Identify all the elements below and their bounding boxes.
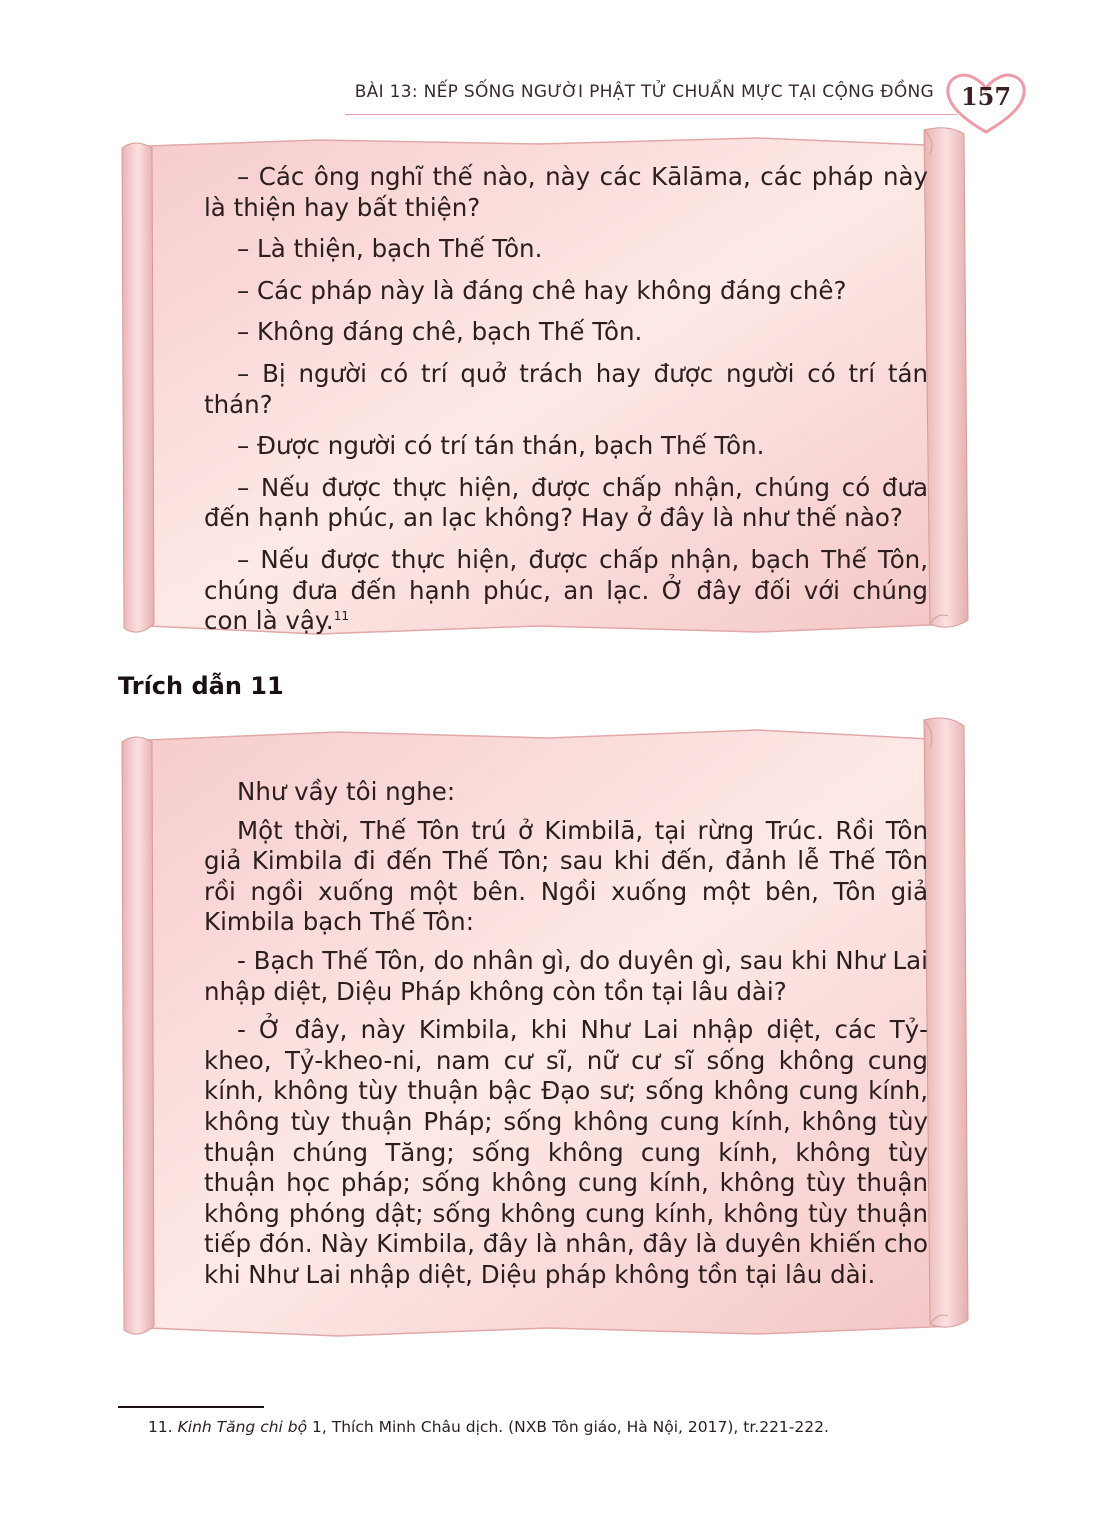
page-header [0, 70, 1106, 130]
paragraph: – Các ông nghĩ thế nào, này các Kālāma, các pháp này là thiện hay bất thiện? [204, 162, 928, 222]
quote-text-2 [204, 777, 928, 1299]
quote-scroll-1 [118, 124, 980, 646]
paragraph: Như vầy tôi nghe: [237, 777, 456, 806]
section-heading: Trích dẫn 11 [118, 672, 284, 700]
footnote-number: 11. [148, 1418, 173, 1436]
paragraph: – Không đáng chê, bạch Thế Tôn. [237, 317, 643, 347]
footnote [148, 1418, 1048, 1436]
paragraph-text: – Nếu được thực hiện, được chấp nhận, bạch Thế Tôn, chúng đưa đến hạnh phúc, an lạc. Ở đây đối với chúng con là vậy. [204, 544, 928, 636]
footnote-rule [118, 1406, 264, 1408]
footnote-citation: 1, Thích Minh Châu dịch. (NXB Tôn giáo, Hà Nội, 2017), tr.221-222. [307, 1418, 829, 1436]
paragraph: Một thời, Thế Tôn trú ở Kimbilā, tại rừng Trúc. Rồi Tôn giả Kimbila đi đến Thế Tôn; sau khi đến, đảnh lễ Thế Tôn rồi ngồi xuống một bên. Ngồi xuống một bên, Tôn giả Kimbila bạch Thế Tôn: [204, 815, 928, 937]
paragraph: – Các pháp này là đáng chê hay không đáng chê? [237, 275, 847, 305]
paragraph: – Được người có trí tán thán, bạch Thế Tôn. [237, 431, 765, 461]
header-rule [345, 114, 957, 115]
footnote-book-title: Kinh Tăng chi bộ [177, 1418, 308, 1436]
paragraph: – Là thiện, bạch Thế Tôn. [237, 234, 543, 264]
paragraph-last [204, 545, 928, 637]
paragraph: – Bị người có trí quở trách hay được người có trí tán thán? [204, 358, 928, 419]
paragraph: – Nếu được thực hiện, được chấp nhận, chúng có đưa đến hạnh phúc, an lạc không? Hay ở đây là như thế nào? [204, 472, 928, 533]
footnote-ref[interactable]: 11 [333, 608, 349, 623]
paragraph: - Bạch Thế Tôn, do nhân gì, do duyên gì, sau khi Như Lai nhập diệt, Diệu Pháp không còn tồn tại lâu dài? [204, 945, 928, 1006]
quote-scroll-2 [118, 714, 980, 1346]
paragraph: - Ở đây, này Kimbila, khi Như Lai nhập diệt, các Tỷ-kheo, Tỷ-kheo-ni, nam cư sĩ, nữ cư sĩ sống không cung kính, không tùy thuận bậc Đạo sư; sống không cung kính, không tùy thuận Pháp; sống không cung kính, không tùy thuận chúng Tăng; sống không cung kính, không tùy thuận học pháp; sống không cung kính, không tùy thuận không phóng dật; sống không cung kính, không tùy thuận tiếp đón. Này Kimbila, đây là nhân, đây là duyên khiến cho khi Như Lai nhập diệt, Diệu pháp không tồn tại lâu dài. [204, 1015, 928, 1289]
page-number: 157 [960, 82, 1012, 111]
quote-text-1 [204, 162, 928, 648]
chapter-title: BÀI 13: NẾP SỐNG NGƯỜI PHẬT TỬ CHUẨN MỰC TẠI CỘNG ĐỒNG [354, 82, 934, 102]
